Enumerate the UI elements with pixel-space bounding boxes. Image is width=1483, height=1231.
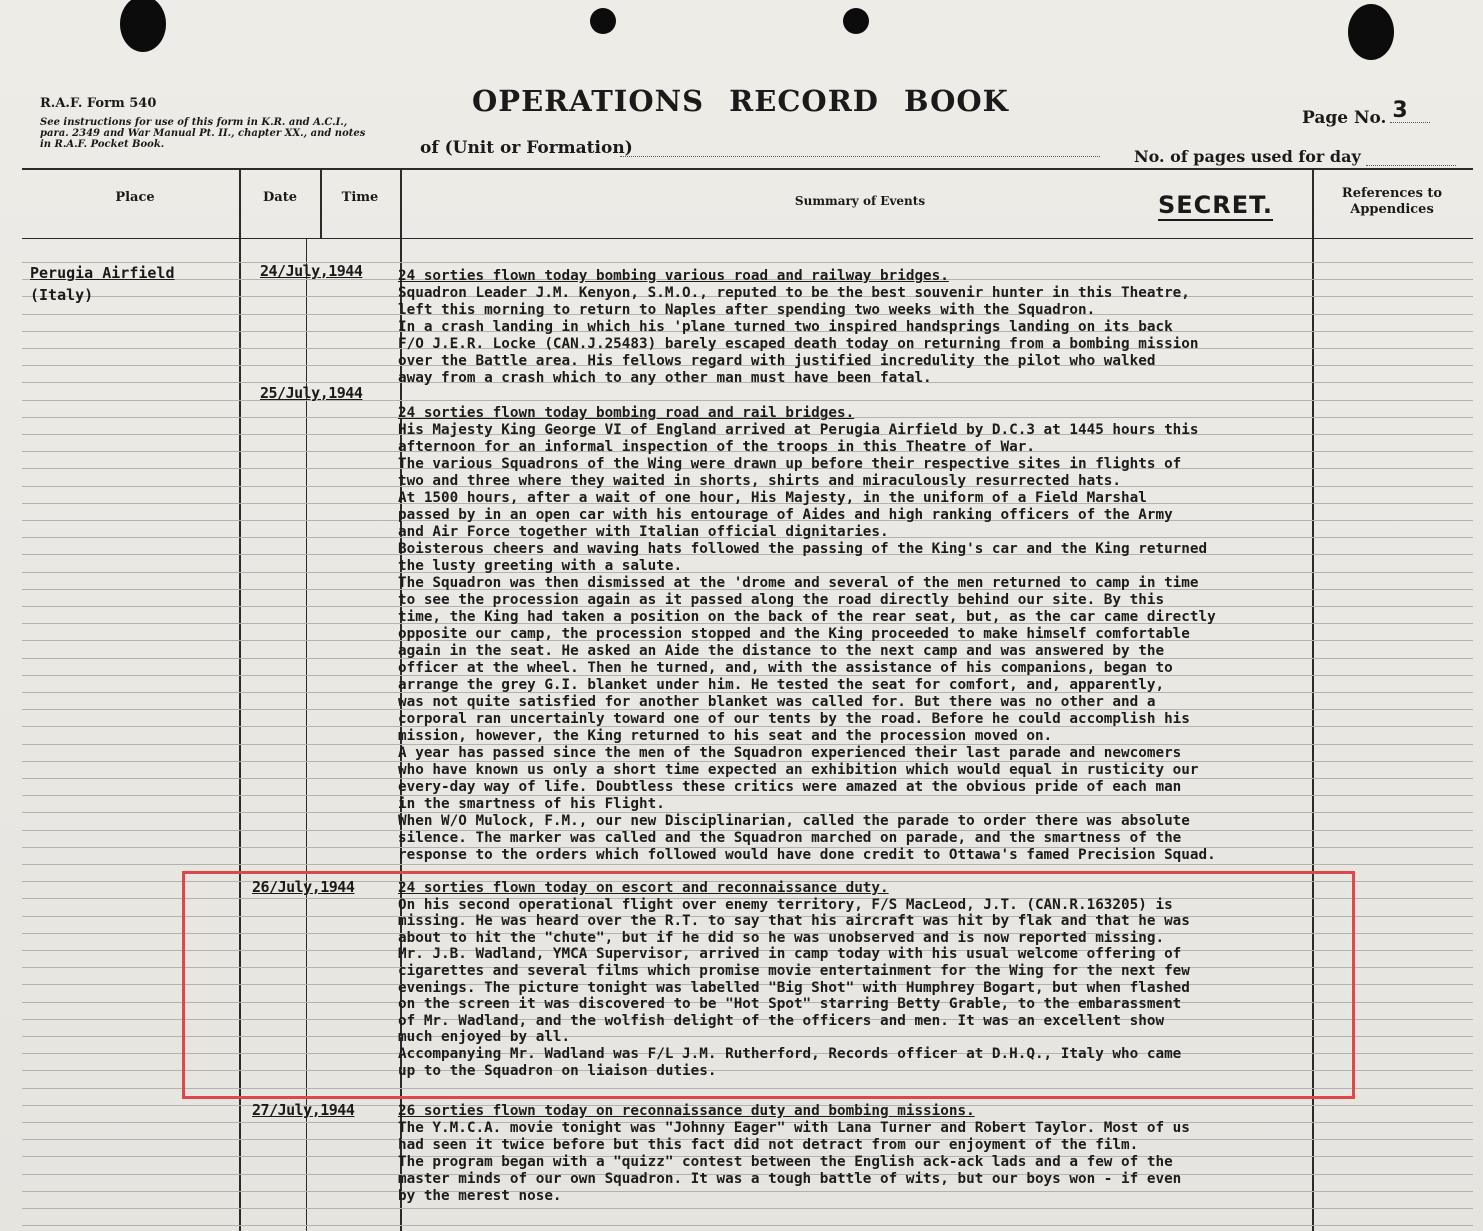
punch-hole-center [590,8,616,34]
col-header-references: References to Appendices [1341,186,1443,217]
entry-line: The various Squadrons of the Wing were drawn up before their respective sites in flights of [398,456,1182,472]
entry-line: by the merest nose. [398,1188,562,1204]
entry-line: on the screen it was discovered to be "Hot Spot" starring Betty Grable, to the embarassment [398,996,1182,1013]
entry-summary [398,1103,1312,1205]
page-number-label: Page No. [1302,108,1387,128]
entry-line: and Air Force together with Italian official dignitaries. [398,524,889,540]
entry-line: over the Battle area. His fellows regard with justified incredulity the pilot who walked [398,353,1156,369]
entry-line: was not quite satisfied for another blanket was called for. But there was no other and a [398,694,1156,710]
entry-line: 24 sorties flown today bombing road and rail bridges. [398,405,855,421]
entry-line: The program began with a "quizz" contest between the English ack-ack lads and a few of the [398,1154,1173,1170]
entry-date: 24/July,1944 [260,262,363,280]
form-instructions: See instructions for use of this form in K.R. and A.C.I., para. 2349 and War Manual Pt. II., chapter XX., and notes in R.A.F. Pocket Book. [40,117,366,150]
ruled-line [22,400,1473,401]
entry-line: left this morning to return to Naples after spending two weeks with the Squadron. [398,302,1096,318]
col-header-summary: Summary of Events [794,194,926,208]
entry-line: of Mr. Wadland, and the wolfish delight of the officers and men. It was an excellent show [398,1012,1165,1029]
entry-line: Mr. J.B. Wadland, YMCA Supervisor, arrived in camp today with his usual welcome offering of [398,946,1182,963]
entry-line: 24 sorties flown today bombing various road and railway bridges. [398,268,949,284]
form-id: R.A.F. Form 540 [40,96,157,111]
entry-line: Squadron Leader J.M. Kenyon, S.M.O., reputed to be the best souvenir hunter in this Theatre, [398,285,1190,301]
punch-hole-right [1348,4,1394,60]
entry-line: At 1500 hours, after a wait of one hour, His Majesty, in the uniform of a Field Marshal [398,490,1147,506]
entry-line: evenings. The picture tonight was labelled "Big Shot" with Humphrey Bogart, but when flashed [398,979,1190,996]
place-cell [30,262,175,306]
pages-per-day-dots [1366,165,1456,166]
page-number-dots [1390,122,1430,123]
entry-line: cigarettes and several films which promise movie entertainment for the Wing for the next few [398,962,1190,979]
entry-line: master minds of our own Squadron. It was a tough battle of wits, but our boys won - if even [398,1171,1182,1187]
entry-line: arrange the grey G.I. blanket under him. He tested the seat for comfort, and, apparently, [398,677,1165,693]
entry-line: 24 sorties flown today on escort and reconnaissance duty. [398,880,889,896]
entry-line: officer at the wheel. Then he turned, and, with the assistance of his companions, began to [398,660,1173,676]
entry-line: A year has passed since the men of the Squadron experienced their last parade and newcomers [398,745,1182,761]
col-header-date: Date [263,190,297,205]
entry-line: in the smartness of his Flight. [398,796,665,812]
entry-line: time, the King had taken a position on the back of the rear seat, but, as the car came directly [398,609,1216,625]
entry-line: The Y.M.C.A. movie tonight was "Johnny Eager" with Lana Turner and Robert Taylor. Most of us [398,1120,1190,1136]
entry-line: had seen it twice before but this fact did not detract from our enjoyment of the film. [398,1137,1139,1153]
col-header-time: Time [341,190,379,205]
entry-line: His Majesty King George VI of England arrived at Perugia Airfield by D.C.3 at 1445 hours this [398,422,1199,438]
place-name: Perugia Airfield [30,264,175,282]
entry-line: corporal ran uncertainly toward one of our tents by the road. Before he could accomplish his [398,711,1190,727]
ruled-line [22,1208,1473,1209]
pages-per-day-label: No. of pages used for day [1134,147,1361,166]
entry-line: afternoon for an informal inspection of the troops in this Theatre of War. [398,439,1035,455]
page-title: OPERATIONS RECORD BOOK [472,84,1009,118]
entry-line: up to the Squadron on liaison duties. [398,1062,717,1079]
entry-line: two and three where they waited in shorts, shirts and miraculously resurrected hats. [398,473,1122,489]
unit-dots [620,156,1100,157]
entry-line: away from a crash which to any other man must have been fatal. [398,370,932,386]
entry-line: F/O J.E.R. Locke (CAN.J.25483) barely escaped death today on returning from a bombing mission [398,336,1199,352]
entry-date: 25/July,1944 [260,384,363,402]
entry-line: to see the procession again as it passed along the road directly behind our site. By this [398,592,1165,608]
entry-line: response to the orders which followed would have done credit to Ottawa's famed Precision Squad. [398,847,1216,863]
entry-line: mission, however, the King returned to his seat and the procession moved on. [398,728,1053,744]
entry-line: missing. He was heard over the R.T. to say that his aircraft was hit by flak and that he was [398,913,1190,930]
unit-label: of (Unit or Formation) [420,138,633,158]
ruled-line [22,262,1473,263]
entry-line: every-day way of life. Doubtless these critics were amazed at the obvious pride of each man [398,779,1182,795]
entry-line: Accompanying Mr. Wadland was F/L J.M. Rutherford, Records officer at D.H.Q., Italy who came [398,1045,1182,1062]
col-header-place: Place [115,190,155,205]
entry-line: On his second operational flight over enemy territory, F/S MacLeod, J.T. (CAN.R.163205) is [398,896,1173,913]
highlight-box [182,871,1355,1099]
entry-line: the lusty greeting with a salute. [398,558,683,574]
entry-summary [398,268,1312,387]
entry-line: When W/O Mulock, F.M., our new Disciplinarian, called the parade to order there was absolute [398,813,1190,829]
ruled-line [22,864,1473,865]
entry-line: 26 sorties flown today on reconnaissance duty and bombing missions. [398,1103,975,1119]
entry-line: much enjoyed by all. [398,1029,571,1046]
entry-summary [398,405,1312,864]
entry-line: about to hit the "chute", but if he did so he was unobserved and is now reported missing. [398,929,1165,946]
entry-line: Boisterous cheers and waving hats followed the passing of the King's car and the King returned [398,541,1208,557]
entry-date: 26/July,1944 [252,878,355,896]
entry-line: passed by in an open car with his entourage of Aides and high ranking officers of the Army [398,507,1173,523]
entry-line: who have known us only a short time expected an exhibition which would equal in rusticity our [398,762,1199,778]
entry-date: 27/July,1944 [252,1101,355,1119]
punch-hole-center-right [843,8,869,34]
column-rule-date [320,168,322,238]
punch-hole-left [120,0,166,52]
secret-stamp: SECRET. [1158,191,1274,219]
entry-line: opposite our camp, the procession stopped and the King proceeded to make himself comfortable [398,626,1190,642]
page-number [1302,98,1408,129]
entry-line: In a crash landing in which his 'plane turned two inspired handsprings landing on its back [398,319,1173,335]
entry-line: The Squadron was then dismissed at the 'drome and several of the men returned to camp in time [398,575,1199,591]
entry-line: again in the seat. He asked an Aide the distance to the next camp and was answered by the [398,643,1165,659]
ruled-line [22,1225,1473,1226]
place-country: (Italy) [30,286,94,304]
entry-line: silence. The marker was called and the Squadron marched on parade, and the smartness of the [398,830,1182,846]
page-number-value: 3 [1392,98,1408,123]
